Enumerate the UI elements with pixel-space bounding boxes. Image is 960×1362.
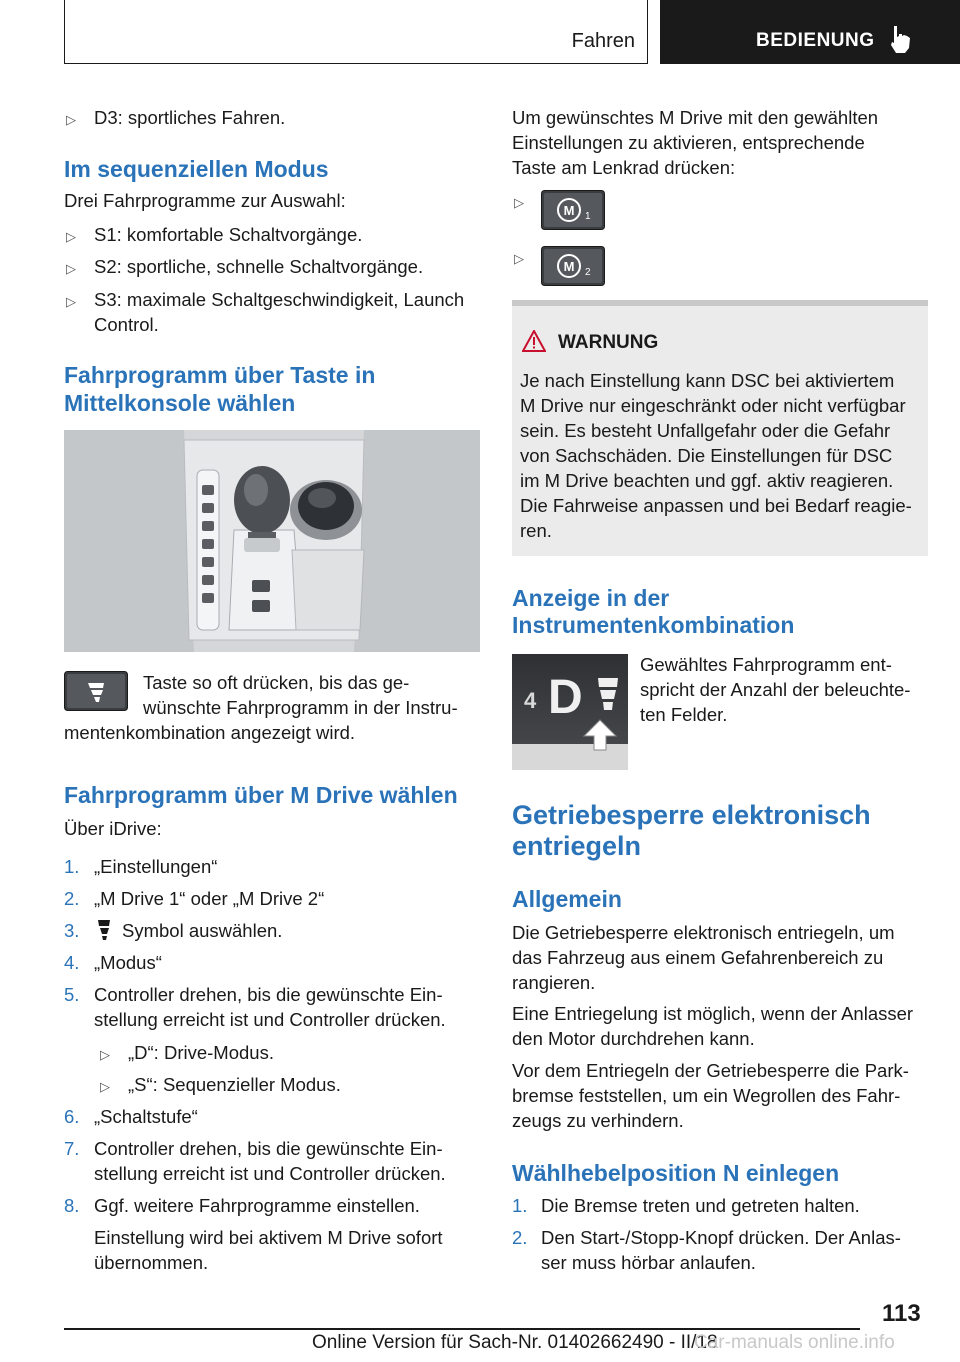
heading-display-2: Instrumentenkombination [512, 612, 795, 638]
step-text: „Schaltstufe“ [94, 1106, 198, 1127]
step8-note-2: übernommen. [94, 1252, 209, 1273]
warning-line: Je nach Einstellung kann DSC bei aktiviertem [520, 370, 895, 391]
step-text: Symbol auswählen. [122, 920, 283, 941]
bullet-s1: S1: komfortable Schaltvorgänge. [94, 224, 363, 245]
step-text: Ggf. weitere Fahrprogramme einstellen. [94, 1195, 420, 1216]
bullet-triangle-icon: ▷ [66, 112, 76, 127]
header-chapter: BEDIENUNG [756, 30, 875, 51]
display-text-3: ten Felder. [640, 704, 728, 725]
warning-box [512, 300, 928, 556]
step-number: 5. [64, 984, 80, 1005]
step-number: 1. [512, 1195, 528, 1216]
sequential-intro: Drei Fahrprogramme zur Auswahl: [64, 190, 346, 211]
display-text-2: spricht der Anzahl der beleuchte‐ [640, 679, 911, 700]
general-p2-line: den Motor durchdrehen kann. [512, 1028, 755, 1049]
svg-text:M: M [563, 203, 575, 218]
bullet-triangle-icon: ▷ [100, 1047, 110, 1062]
warning-line: von Sachschäden. Die Einstellungen für DSC [520, 445, 893, 466]
watermark: Car-manuals online.info [694, 1332, 895, 1353]
page-number: 113 [882, 1300, 921, 1327]
bullet-triangle-icon: ▷ [514, 195, 524, 210]
step-text: „Einstellungen“ [94, 856, 218, 877]
step-text: stellung erreicht ist und Controller drücken. [94, 1163, 446, 1184]
general-p1-line: rangieren. [512, 972, 596, 993]
bullet-triangle-icon: ▷ [66, 261, 76, 276]
header-section: Fahren [571, 30, 635, 52]
step-number: 7. [64, 1138, 80, 1159]
mdrive-intro-3: Taste am Lenkrad drücken: [512, 157, 736, 178]
heading-unlock-2: entriegeln [512, 831, 642, 861]
driving-mode-button-icon [64, 671, 128, 711]
svg-text:M: M [563, 259, 575, 274]
header-section-box [64, 0, 648, 64]
bullet-s2: S2: sportliche, schnelle Schaltvorgänge. [94, 256, 424, 277]
step-text: Controller drehen, bis die gewünschte Ein‐ [94, 1138, 443, 1159]
heading-console-2: Mittelkonsole wählen [64, 390, 296, 416]
heading-general: Allgemein [512, 886, 622, 912]
step-number: 2. [512, 1227, 528, 1248]
step-number: 8. [64, 1195, 80, 1216]
cluster-mode: D [548, 671, 583, 724]
m1-button-icon [541, 190, 605, 230]
bullet-triangle-icon: ▷ [514, 251, 524, 266]
warning-line: M Drive nur eingeschränkt oder nicht verfügbar [520, 395, 906, 416]
general-p2-line: Eine Entriegelung ist möglich, wenn der Anlasser [512, 1003, 914, 1024]
cluster-gear: 4 [524, 688, 537, 713]
step-text: stellung erreicht ist und Controller drücken. [94, 1009, 446, 1030]
button-text-2: wünschte Fahrprogramm in der Instru‐ [143, 697, 458, 718]
heading-n-position: Wählhebelposition N einlegen [512, 1160, 840, 1186]
footer-version: Online Version für Sach-Nr. 01402662490 - II/18 [312, 1332, 718, 1353]
instrument-cluster-display [512, 654, 628, 770]
warning-line: Die Fahrweise anpassen und bei Bedarf reagie‐ [520, 495, 912, 516]
step-number: 6. [64, 1106, 80, 1127]
step-number: 4. [64, 952, 80, 973]
sub-bullet-s: „S“: Sequenzieller Modus. [128, 1074, 341, 1095]
bullet-s3: S3: maximale Schaltgeschwindigkeit, Launch [94, 289, 465, 310]
heading-display-1: Anzeige in der [512, 585, 670, 611]
warning-line: sein. Es besteht Unfallgefahr oder die Gefahr [520, 420, 891, 441]
warning-triangle-icon [522, 330, 546, 352]
header-chapter-box [660, 0, 960, 64]
general-p1-line: Die Getriebesperre elektronisch entriegeln, um [512, 922, 895, 943]
step-text: „Modus“ [94, 952, 162, 973]
step8-note-1: Einstellung wird bei aktivem M Drive sofort [94, 1227, 443, 1248]
heading-sequential: Im sequenziellen Modus [64, 156, 329, 182]
general-p1-line: das Fahrzeug aus einem Gefahrenbereich zu [512, 947, 884, 968]
svg-text:2: 2 [585, 267, 591, 278]
mdrive-intro-2: Einstellungen zu aktivieren, entsprechende [512, 132, 865, 153]
footer-divider [64, 1328, 860, 1330]
bullet-triangle-icon: ▷ [100, 1079, 110, 1094]
driving-mode-bars-icon [596, 676, 620, 712]
idrive-intro: Über iDrive: [64, 818, 162, 839]
mdrive-intro-1: Um gewünschtes M Drive mit den gewählten [512, 107, 879, 128]
svg-text:1: 1 [585, 211, 591, 222]
general-p3-line: zeugs zu verhindern. [512, 1110, 684, 1131]
warning-line: ren. [520, 520, 552, 541]
step-text: Den Start-/Stopp-Knopf drücken. Der Anlas‐ [541, 1227, 901, 1248]
bullet-triangle-icon: ▷ [66, 229, 76, 244]
bullet-s3-cont: Control. [94, 314, 159, 335]
heading-mdrive: Fahrprogramm über M Drive wählen [64, 782, 458, 808]
bullet-triangle-icon: ▷ [66, 294, 76, 309]
step-number: 1. [64, 856, 80, 877]
bullet-d3: D3: sportliches Fahren. [94, 107, 286, 128]
driving-mode-symbol-icon [96, 918, 112, 942]
upshift-arrow-icon [582, 718, 618, 752]
general-p3-line: bremse feststellen, um ein Wegrollen des Fahr‐ [512, 1085, 901, 1106]
warning-title: WARNUNG [558, 332, 659, 353]
warning-line: im M Drive beachten und ggf. aktiv reagieren. [520, 470, 894, 491]
step-number: 2. [64, 888, 80, 909]
m2-button-icon [541, 246, 605, 286]
button-text-1: Taste so oft drücken, bis das ge‐ [143, 672, 410, 693]
step-text: ser muss hörbar anlaufen. [541, 1252, 756, 1273]
step-text: Die Bremse treten und getreten halten. [541, 1195, 860, 1216]
heading-unlock-1: Getriebesperre elektronisch [512, 800, 871, 830]
hand-pointer-icon [888, 24, 912, 54]
center-console-illustration [64, 430, 480, 652]
step-number: 3. [64, 920, 80, 941]
button-text-3: mentenkombination angezeigt wird. [64, 722, 356, 743]
general-p3-line: Vor dem Entriegeln der Getriebesperre die Park‐ [512, 1060, 909, 1081]
step-text: „M Drive 1“ oder „M Drive 2“ [94, 888, 325, 909]
heading-console-1: Fahrprogramm über Taste in [64, 362, 376, 388]
display-text-1: Gewähltes Fahrprogramm ent‐ [640, 654, 892, 675]
sub-bullet-d: „D“: Drive-Modus. [128, 1042, 274, 1063]
step-text: Controller drehen, bis die gewünschte Ein‐ [94, 984, 443, 1005]
